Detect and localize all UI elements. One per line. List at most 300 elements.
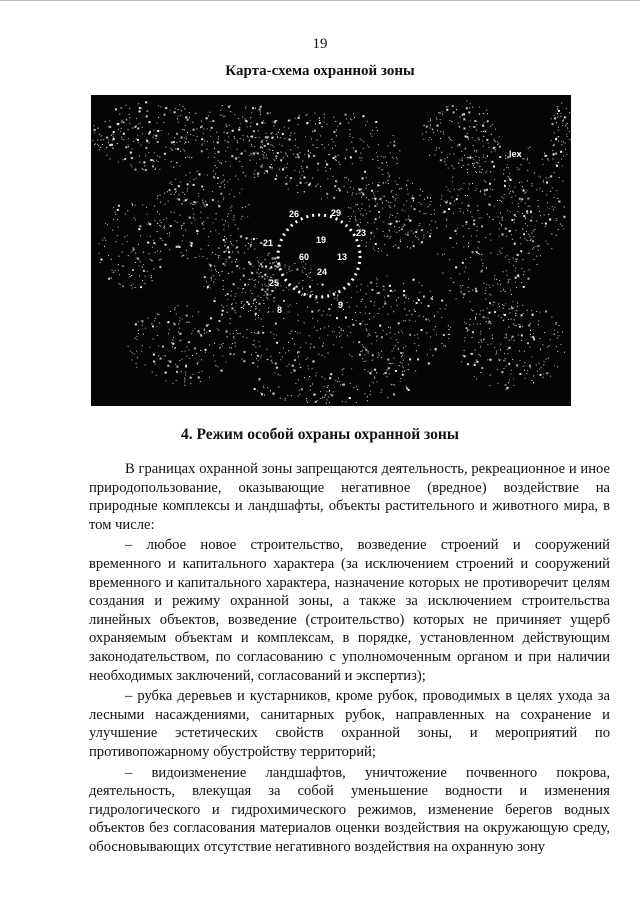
map-speckle	[449, 334, 450, 335]
map-speckle	[308, 368, 309, 369]
map-speckle	[298, 124, 299, 125]
map-speckle	[231, 347, 232, 348]
map-speckle	[255, 347, 256, 348]
map-speckle	[272, 145, 273, 146]
map-speckle	[504, 360, 505, 361]
map-speckle	[467, 363, 469, 365]
map-speckle	[495, 141, 496, 142]
map-speckle	[515, 270, 516, 271]
map-speckle	[517, 303, 518, 304]
map-speckle	[254, 174, 255, 175]
map-speckle	[300, 367, 301, 368]
map-speckle	[241, 307, 242, 308]
map-speckle	[557, 117, 558, 118]
map-speckle	[267, 138, 268, 139]
map-speckle	[511, 306, 512, 307]
map-speckle	[228, 249, 229, 250]
map-speckle	[218, 151, 220, 153]
map-speckle	[176, 380, 177, 381]
map-speckle	[379, 185, 380, 186]
map-speckle	[390, 152, 391, 153]
map-speckle	[506, 270, 507, 271]
map-speckle	[492, 124, 493, 125]
map-label: 29	[331, 208, 342, 218]
map-speckle	[412, 241, 413, 242]
map-speckle	[399, 150, 400, 151]
map-speckle	[429, 137, 430, 138]
map-speckle	[461, 167, 462, 168]
map-speckle	[146, 140, 148, 142]
map-speckle	[392, 351, 393, 352]
map-speckle	[298, 156, 300, 158]
map-speckle	[143, 252, 144, 253]
map-speckle	[288, 128, 289, 129]
map-speckle	[242, 307, 243, 308]
map-speckle	[225, 220, 226, 221]
map-speckle	[463, 236, 464, 237]
map-speckle	[273, 393, 275, 395]
map-speckle	[441, 199, 442, 200]
map-speckle	[518, 206, 519, 207]
map-speckle	[318, 310, 319, 311]
map-speckle	[393, 145, 395, 147]
map-speckle	[147, 224, 148, 225]
map-speckle	[189, 322, 190, 323]
map-speckle	[447, 106, 448, 107]
map-speckle	[146, 115, 148, 117]
map-speckle	[462, 285, 463, 286]
map-speckle	[429, 224, 430, 225]
map-speckle	[105, 240, 106, 241]
map-speckle	[174, 144, 175, 145]
map-speckle	[255, 279, 256, 280]
map-speckle	[324, 148, 325, 149]
map-speckle	[359, 157, 360, 158]
map-speckle	[486, 171, 487, 172]
map-speckle	[388, 229, 389, 230]
map-speckle	[490, 234, 491, 235]
map-speckle	[554, 172, 555, 173]
map-speckle	[364, 171, 366, 173]
map-speckle	[346, 177, 347, 178]
map-speckle	[247, 136, 248, 137]
map-speckle	[411, 206, 412, 207]
map-speckle	[508, 176, 509, 177]
map-speckle	[245, 120, 247, 122]
map-speckle	[475, 350, 476, 351]
map-speckle	[518, 170, 519, 171]
map-speckle	[148, 152, 149, 153]
map-speckle	[402, 374, 404, 376]
map-speckle	[505, 303, 506, 304]
map-speckle	[152, 371, 153, 372]
map-speckle	[181, 371, 182, 372]
map-speckle	[472, 251, 474, 253]
map-speckle	[160, 202, 161, 203]
map-speckle	[259, 310, 260, 311]
map-speckle	[219, 255, 220, 256]
map-speckle	[379, 355, 380, 356]
map-speckle	[346, 149, 347, 150]
map-speckle	[508, 382, 509, 383]
map-speckle	[309, 376, 310, 377]
map-speckle	[395, 345, 396, 346]
map-speckle	[137, 357, 138, 358]
map-speckle	[566, 134, 567, 135]
map-speckle	[196, 353, 197, 354]
map-speckle	[250, 244, 252, 246]
map-speckle	[379, 308, 380, 309]
map-speckle	[359, 323, 361, 325]
map-speckle	[181, 359, 182, 360]
map-speckle	[351, 297, 352, 298]
map-speckle	[210, 231, 211, 232]
map-speckle	[566, 108, 567, 109]
map-speckle	[440, 123, 441, 124]
map-speckle	[372, 183, 373, 184]
map-speckle	[172, 383, 173, 384]
map-speckle	[395, 198, 396, 199]
map-speckle	[258, 282, 259, 283]
map-speckle	[377, 156, 378, 157]
map-speckle	[475, 171, 476, 172]
map-speckle	[356, 221, 357, 222]
map-speckle	[254, 177, 255, 178]
map-speckle	[326, 403, 327, 404]
map-speckle	[494, 279, 495, 280]
map-speckle	[491, 134, 492, 135]
map-speckle	[156, 160, 157, 161]
map-speckle	[418, 299, 420, 301]
map-speckle	[473, 219, 475, 221]
map-speckle	[463, 118, 465, 120]
map-speckle	[334, 156, 336, 158]
map-speckle	[334, 185, 336, 187]
map-speckle	[386, 334, 387, 335]
map-speckle	[486, 321, 487, 322]
map-speckle	[383, 330, 384, 331]
map-speckle	[277, 136, 278, 137]
map-speckle	[367, 324, 368, 325]
map-speckle	[212, 120, 214, 122]
map-speckle	[212, 199, 214, 201]
map-speckle	[373, 193, 374, 194]
map-speckle	[243, 172, 244, 173]
map-speckle	[145, 156, 146, 157]
map-speckle	[546, 372, 548, 374]
map-speckle	[117, 123, 119, 125]
map-speckle	[377, 229, 378, 230]
map-speckle	[277, 137, 278, 138]
map-speckle	[99, 134, 100, 135]
map-speckle	[434, 214, 435, 215]
map-speckle	[285, 265, 286, 266]
map-speckle	[499, 306, 500, 307]
map-speckle	[361, 301, 362, 302]
map-speckle	[392, 363, 393, 364]
map-speckle	[424, 213, 425, 214]
map-speckle	[281, 152, 282, 153]
map-speckle	[414, 343, 415, 344]
map-speckle	[257, 257, 258, 258]
map-speckle	[408, 218, 409, 219]
map-speckle	[235, 312, 236, 313]
map-speckle	[423, 316, 424, 317]
map-speckle	[447, 157, 448, 158]
map-speckle	[218, 205, 220, 207]
map-speckle	[345, 158, 346, 159]
map-speckle	[525, 378, 526, 379]
map-speckle	[368, 351, 369, 352]
map-speckle	[315, 123, 316, 124]
map-speckle	[109, 126, 111, 128]
map-speckle	[406, 219, 407, 220]
map-speckle	[523, 215, 525, 217]
map-speckle	[142, 133, 143, 134]
map-speckle	[444, 211, 446, 213]
map-speckle	[384, 297, 385, 298]
map-speckle	[231, 262, 232, 263]
map-speckle	[489, 196, 490, 197]
map-speckle	[529, 206, 530, 207]
map-label: 19	[316, 235, 327, 245]
map-speckle	[469, 157, 471, 159]
map-speckle	[532, 217, 533, 218]
map-speckle	[181, 226, 182, 227]
map-speckle	[262, 164, 263, 165]
map-speckle	[352, 192, 353, 193]
map-speckle	[147, 111, 148, 112]
map-speckle	[400, 378, 401, 379]
map-speckle	[362, 115, 364, 117]
map-speckle	[376, 127, 377, 128]
map-speckle	[261, 166, 263, 168]
map-speckle	[383, 231, 384, 232]
map-speckle	[536, 256, 537, 257]
map-speckle	[162, 346, 164, 348]
map-speckle	[462, 203, 463, 204]
map-speckle	[435, 222, 436, 223]
map-speckle	[423, 139, 424, 140]
map-speckle	[168, 201, 169, 202]
map-speckle	[435, 350, 436, 351]
map-speckle	[473, 323, 474, 324]
map-speckle	[174, 137, 175, 138]
map-speckle	[261, 319, 262, 320]
map-speckle	[297, 147, 298, 148]
map-speckle	[207, 286, 209, 288]
map-speckle	[514, 385, 515, 386]
map-speckle	[274, 334, 275, 335]
map-speckle	[377, 130, 378, 131]
map-speckle	[155, 220, 156, 221]
map-speckle	[295, 139, 296, 140]
map-speckle	[397, 159, 398, 160]
map-speckle	[511, 319, 512, 320]
map-speckle	[542, 159, 543, 160]
map-speckle	[520, 237, 521, 238]
map-speckle	[234, 196, 235, 197]
map-speckle	[178, 199, 180, 201]
map-speckle	[477, 210, 478, 211]
map-speckle	[172, 343, 174, 345]
map-speckle	[282, 145, 283, 146]
map-speckle	[170, 225, 172, 227]
map-speckle	[215, 365, 216, 366]
map-speckle	[440, 113, 441, 114]
map-speckle	[481, 342, 482, 343]
map-speckle	[490, 126, 491, 127]
map-speckle	[328, 308, 330, 310]
map-speckle	[541, 367, 542, 368]
map-speckle	[272, 262, 273, 263]
map-speckle	[153, 137, 154, 138]
map-speckle	[138, 321, 139, 322]
map-speckle	[248, 137, 249, 138]
map-speckle	[543, 164, 544, 165]
map-speckle	[227, 336, 228, 337]
map-speckle	[392, 223, 393, 224]
map-speckle	[289, 312, 290, 313]
map-speckle	[255, 313, 257, 315]
page-number: 19	[312, 36, 328, 52]
map-speckle	[228, 273, 229, 274]
map-speckle	[569, 112, 570, 113]
map-speckle	[522, 326, 523, 327]
map-speckle	[497, 141, 498, 142]
map-speckle	[480, 191, 481, 192]
map-speckle	[499, 236, 500, 237]
map-speckle	[286, 167, 287, 168]
map-speckle	[213, 275, 214, 276]
map-speckle	[185, 372, 186, 373]
map-speckle	[273, 153, 274, 154]
map-speckle	[498, 143, 499, 144]
map-speckle	[322, 144, 323, 145]
map-speckle	[374, 377, 375, 378]
map-speckle	[288, 342, 289, 343]
map-speckle	[494, 140, 495, 141]
map-speckle	[325, 394, 326, 395]
map-speckle	[359, 354, 361, 356]
map-speckle	[133, 247, 134, 248]
map-speckle	[204, 276, 206, 278]
map-speckle	[197, 202, 198, 203]
map-speckle	[257, 152, 259, 154]
map-speckle	[525, 192, 526, 193]
map-speckle	[557, 351, 558, 352]
map-speckle	[192, 204, 193, 205]
map-speckle	[160, 238, 161, 239]
map-speckle	[406, 315, 407, 316]
map-speckle	[515, 268, 516, 269]
map-speckle	[452, 181, 453, 182]
map-speckle	[479, 354, 480, 355]
map-speckle	[180, 115, 181, 116]
map-speckle	[508, 363, 510, 365]
map-speckle	[375, 121, 377, 123]
map-speckle	[521, 201, 522, 202]
map-speckle	[532, 185, 533, 186]
map-speckle	[266, 155, 267, 156]
map-speckle	[234, 310, 235, 311]
map-speckle	[449, 259, 450, 260]
map-speckle	[127, 241, 128, 242]
map-speckle	[300, 347, 301, 348]
map-speckle	[226, 305, 227, 306]
map-speckle	[149, 347, 150, 348]
map-speckle	[273, 274, 274, 275]
map-speckle	[324, 117, 325, 118]
map-speckle	[294, 370, 296, 372]
map-speckle	[505, 158, 506, 159]
map-speckle	[392, 291, 393, 292]
map-speckle	[403, 352, 404, 353]
map-speckle	[115, 214, 116, 215]
map-speckle	[244, 118, 245, 119]
map-speckle	[326, 171, 327, 172]
map-speckle	[121, 107, 122, 108]
map-speckle	[368, 353, 369, 354]
map-speckle	[301, 388, 303, 390]
map-speckle	[446, 219, 447, 220]
map-speckle	[544, 153, 545, 154]
map-speckle	[505, 384, 506, 385]
map-label: 60	[299, 252, 310, 262]
map-speckle	[342, 369, 343, 370]
map-speckle	[466, 323, 467, 324]
map-speckle	[394, 395, 395, 396]
map-speckle	[149, 131, 151, 133]
map-speckle	[174, 212, 175, 213]
map-speckle	[366, 293, 367, 294]
map-speckle	[265, 123, 266, 124]
map-speckle	[449, 153, 450, 154]
map-speckle	[477, 162, 478, 163]
map-speckle	[190, 242, 191, 243]
map-speckle	[515, 282, 516, 283]
map-speckle	[419, 223, 420, 224]
map-speckle	[476, 379, 477, 380]
map-speckle	[394, 141, 395, 142]
map-speckle	[260, 111, 261, 112]
map-speckle	[357, 292, 358, 293]
map-speckle	[155, 252, 156, 253]
map-speckle	[252, 279, 253, 280]
map-speckle	[155, 135, 157, 137]
map-speckle	[439, 148, 440, 149]
map-speckle	[131, 275, 132, 276]
map-speckle	[159, 214, 160, 215]
map-speckle	[164, 193, 165, 194]
map-speckle	[355, 219, 356, 220]
map-speckle	[272, 362, 273, 363]
map-speckle	[271, 360, 272, 361]
map-speckle	[436, 118, 437, 119]
map-speckle	[242, 288, 243, 289]
map-speckle	[393, 197, 394, 198]
map-speckle	[274, 257, 276, 259]
map-speckle	[215, 230, 216, 231]
map-speckle	[400, 352, 402, 354]
map-speckle	[232, 272, 233, 273]
map-speckle	[222, 346, 223, 347]
map-speckle	[460, 211, 461, 212]
map-speckle	[376, 152, 377, 153]
map-speckle	[555, 207, 556, 208]
map-speckle	[350, 383, 351, 384]
map-speckle	[469, 107, 470, 108]
